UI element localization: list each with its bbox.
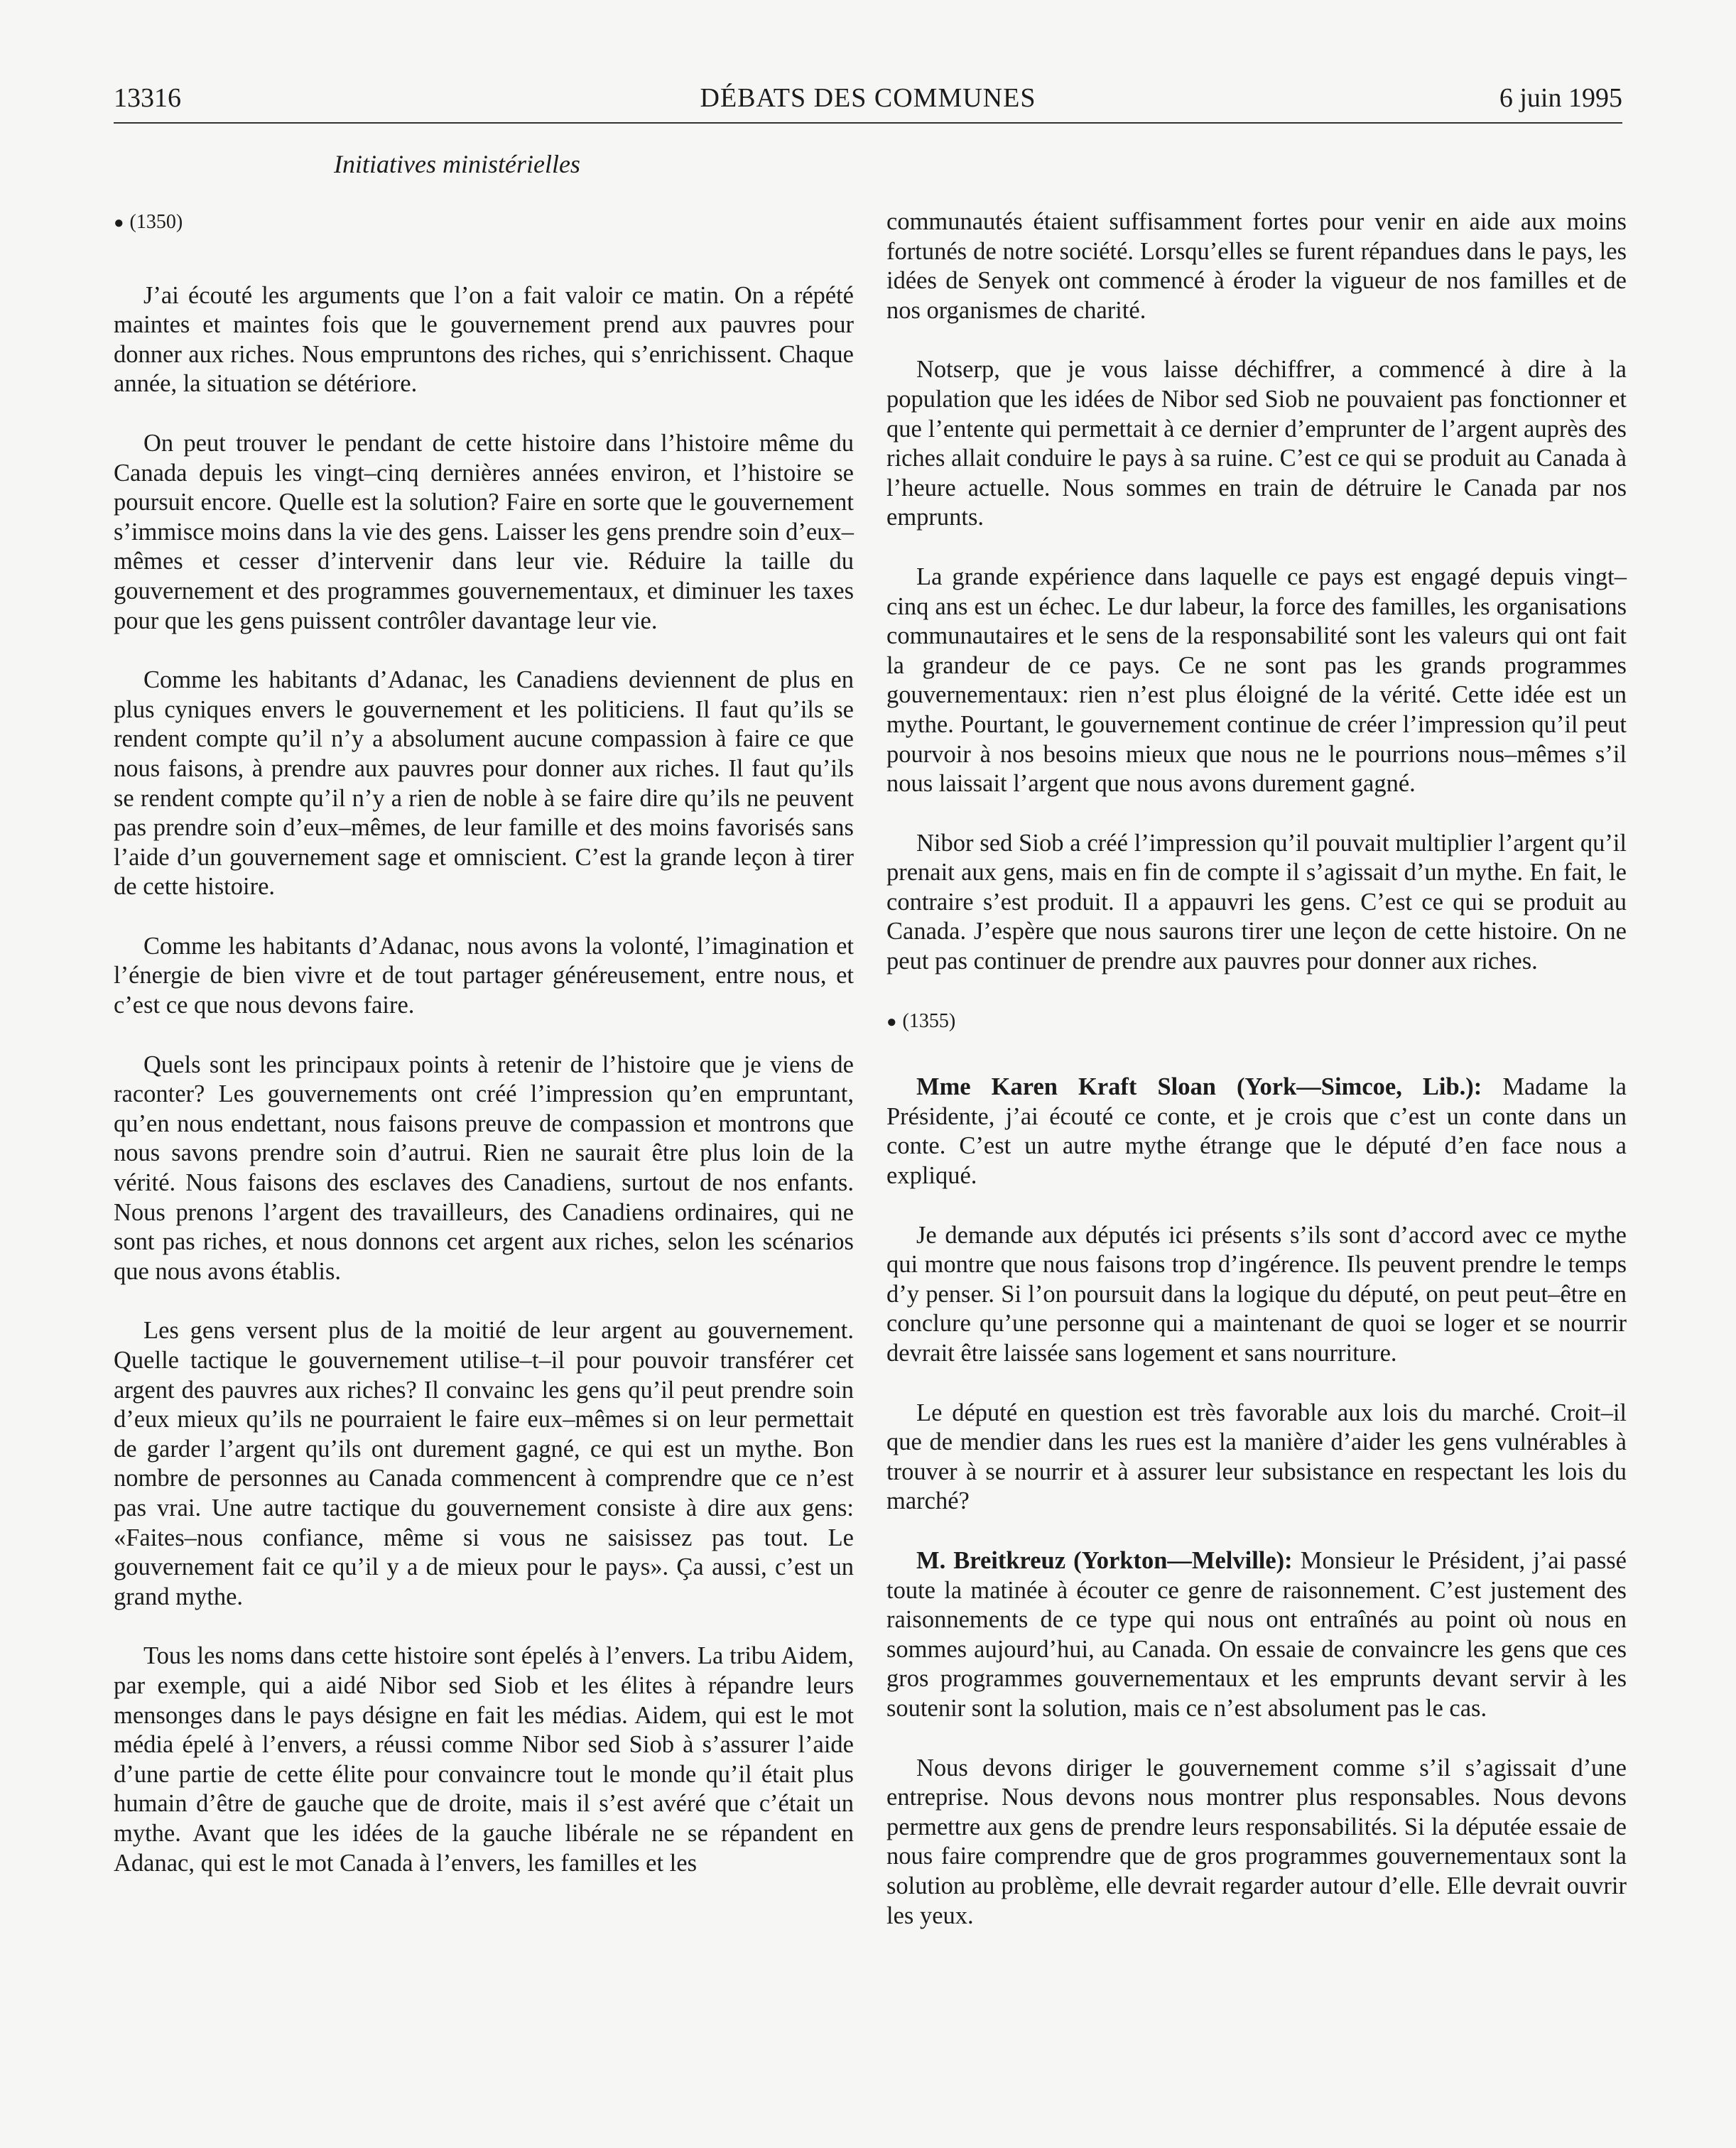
paragraph: Nous devons diriger le gouvernement comme s’il s’agissait d’une entreprise. Nous devons nous montrer plus responsables. Nous devons permettre aux gens de prendre leurs responsabilités. Si la députée essaie de nous faire comprendre que de gros programmes gouvernementaux sont la solution au problème, elle devrait regarder autour d’elle. Elle devrait ouvrir les yeux. [886, 1754, 1627, 1929]
page-number: 13316 [114, 83, 181, 113]
timestamp [114, 207, 854, 239]
speech-text: Madame la Présidente, j’ai écouté ce conte, et je crois que c’est un conte dans un conte. C’est un autre mythe étrange que le député d’en face nous a expliqué. [886, 1073, 1627, 1190]
section-title: Initiatives ministérielles [334, 150, 580, 178]
paragraph: communautés étaient suffisamment fortes pour venir en aide aux moins fortunés de notre société. Lorsqu’elles se furent répandues dans le pays, les idées de Senyek ont commencé à éroder la vigueur de nos familles et de nos organismes de charité. [886, 208, 1627, 324]
left-column [114, 207, 854, 1908]
right-column [886, 207, 1627, 1960]
paragraph: J’ai écouté les arguments que l’on a fait valoir ce matin. On a répété maintes et maintes fois que le gouvernement prend aux pauvres pour donner aux riches. Nous empruntons des riches, qui s’enrichissent. Chaque année, la situation se détériore. [114, 281, 854, 398]
paragraph: On peut trouver le pendant de cette histoire dans l’histoire même du Canada depuis les vingt–cinq dernières années environ, et l’histoire se poursuit encore. Quelle est la solution? Faire en sorte que le gouvernement s’immisce moins dans la vie des gens. Laisser les gens prendre soin d’eux–mêmes et cesser d’intervenir dans leur vie. Réduire la taille du gouvernement et des programmes gouvernementaux, et diminuer les taxes pour que les gens puissent contrôler davantage leur vie. [114, 429, 854, 634]
paragraph: Les gens versent plus de la moitié de leur argent au gouvernement. Quelle tactique le gouvernement utilise–t–il pour pouvoir transférer cet argent des pauvres aux riches? Il convainc les gens qu’il peut prendre soin d’eux mieux qu’ils ne pourraient le faire eux–mêmes si on leur permettait de garder l’argent qu’ils ont durement gagné, ce qui est un mythe. Bon nombre de personnes au Canada commencent à comprendre que ce n’est pas vrai. Une autre tactique du gouvernement consiste à dire aux gens: «Faites–nous confiance, même si vous ne saisissez pas tout. Le gouvernement fait ce qu’il y a de mieux pour le pays». Ça aussi, c’est un grand mythe. [114, 1317, 854, 1610]
speaker-name: M. Breitkreuz (Yorkton—Melville): [916, 1546, 1293, 1574]
bullet-icon: ● [114, 214, 124, 232]
timestamp-text: (1350) [129, 211, 183, 233]
speech-paragraph [886, 1073, 1627, 1190]
bullet-icon: ● [886, 1012, 897, 1031]
publication-title: DÉBATS DES COMMUNES [700, 83, 1036, 113]
speech-paragraph [886, 1546, 1627, 1724]
timestamp-text: (1355) [902, 1009, 956, 1032]
paragraph: Comme les habitants d’Adanac, les Canadiens deviennent de plus en plus cyniques envers le gouvernement et les politiciens. Il faut qu’ils se rendent compte qu’il n’y a absolument aucune compassion à faire ce que nous faisons, à prendre aux pauvres pour donner aux riches. Il faut qu’ils se rendent compte qu’il n’y a rien de noble à se faire dire qu’ils ne peuvent pas prendre soin d’eux–mêmes, de leur famille et des moins favorisés sans l’aide d’un gouvernement sage et omniscient. C’est la grande leçon à tirer de cette histoire. [114, 666, 854, 901]
paragraph: Tous les noms dans cette histoire sont épelés à l’envers. La tribu Aidem, par exemple, qui a aidé Nibor sed Siob et les élites à répandre leurs mensonges dans le pays désigne en fait les médias. Aidem, qui est le mot média épelé à l’envers, a réussi comme Nibor sed Siob à s’assurer l’aide d’une partie de cette élite pour convaincre tout le monde qu’il était plus humain d’être de gauche que de droite, mais il s’est avéré que c’était un mythe. Avant que les idées de la gauche libérale ne se répandent en Adanac, qui est le mot Canada à l’envers, les familles et les [114, 1642, 854, 1877]
speech-text: Monsieur le Président, j’ai passé toute la matinée à écouter ce genre de raisonnement. C’est justement des raisonnements de ce type qui nous ont entraînés au point où nous en sommes aujourd’hui, au Canada. On essaie de convaincre les gens que ces gros programmes gouvernementaux et les emprunts devant servir à les soutenir sont la solution, mais ce n’est absolument pas le cas. [886, 1546, 1627, 1722]
speaker-name: Mme Karen Kraft Sloan (York—Simcoe, Lib.): [916, 1073, 1482, 1101]
paragraph: Quels sont les principaux points à retenir de l’histoire que je viens de raconter? Les gouvernements ont créé l’impression qu’en empruntant, qu’en nous endettant, nous faisons preuve de compassion et montrons que nous savons prendre soin d’autrui. Rien ne saurait être plus loin de la vérité. Nous faisons des esclaves des Canadiens, surtout de nos enfants. Nous prenons l’argent des travailleurs, des Canadiens ordinaires, qui ne sont pas riches, et nous donnons cet argent aux riches, selon les scénarios que nous avons établis. [114, 1051, 854, 1285]
page-header [114, 78, 1622, 124]
paragraph: Nibor sed Siob a créé l’impression qu’il pouvait multiplier l’argent qu’il prenait aux gens, mais en fin de compte il s’agissait d’un mythe. En fait, le contraire s’est produit. Il a appauvri les gens. C’est ce qui se produit au Canada. J’espère que nous saurons tirer une leçon de cette histoire. On ne peut pas continuer de prendre aux pauvres pour donner aux riches. [886, 829, 1627, 975]
timestamp [886, 1007, 1627, 1038]
paragraph: La grande expérience dans laquelle ce pays est engagé depuis vingt–cinq ans est un échec. Le dur labeur, la force des familles, les organisations communautaires et le sens de la responsabilité sont les valeurs qui ont fait la grandeur de ce pays. Ce ne sont pas les grands programmes gouvernementaux: rien n’est plus éloigné de la vérité. Cette idée est un mythe. Pourtant, le gouvernement continue de créer l’impression qu’il peut pourvoir à nos besoins mieux que nous ne le pourrions nous–mêmes s’il nous laissait l’argent que nous avons durement gagné. [886, 563, 1627, 798]
publication-date: 6 juin 1995 [1499, 83, 1622, 113]
paragraph: Je demande aux députés ici présents s’ils sont d’accord avec ce mythe qui montre que nous faisons trop d’ingérence. Ils peuvent prendre le temps d’y penser. Si l’on poursuit dans la logique du député, on peut peut–être en conclure qu’une personne qui a maintenant de quoi se loger et se nourrir devrait être laissée sans logement et sans nourriture. [886, 1221, 1627, 1367]
paragraph: Comme les habitants d’Adanac, nous avons la volonté, l’imagination et l’énergie de bien vivre et de tout partager généreusement, entre nous, et c’est ce que nous devons faire. [114, 932, 854, 1019]
paragraph: Notserp, que je vous laisse déchiffrer, a commencé à dire à la population que les idées de Nibor sed Siob ne pouvaient pas fonctionner et que l’entente qui permettait à ce dernier d’emprunter de l’argent auprès des riches allait conduire le pays à sa ruine. C’est ce qui se produit au Canada à l’heure actuelle. Nous sommes en train de détruire le Canada par nos emprunts. [886, 356, 1627, 531]
paragraph: Le député en question est très favorable aux lois du marché. Croit–il que de mendier dans les rues est la manière d’aider les gens vulnérables à trouver à se nourrir et à assurer leur subsistance en respectant les lois du marché? [886, 1399, 1627, 1515]
